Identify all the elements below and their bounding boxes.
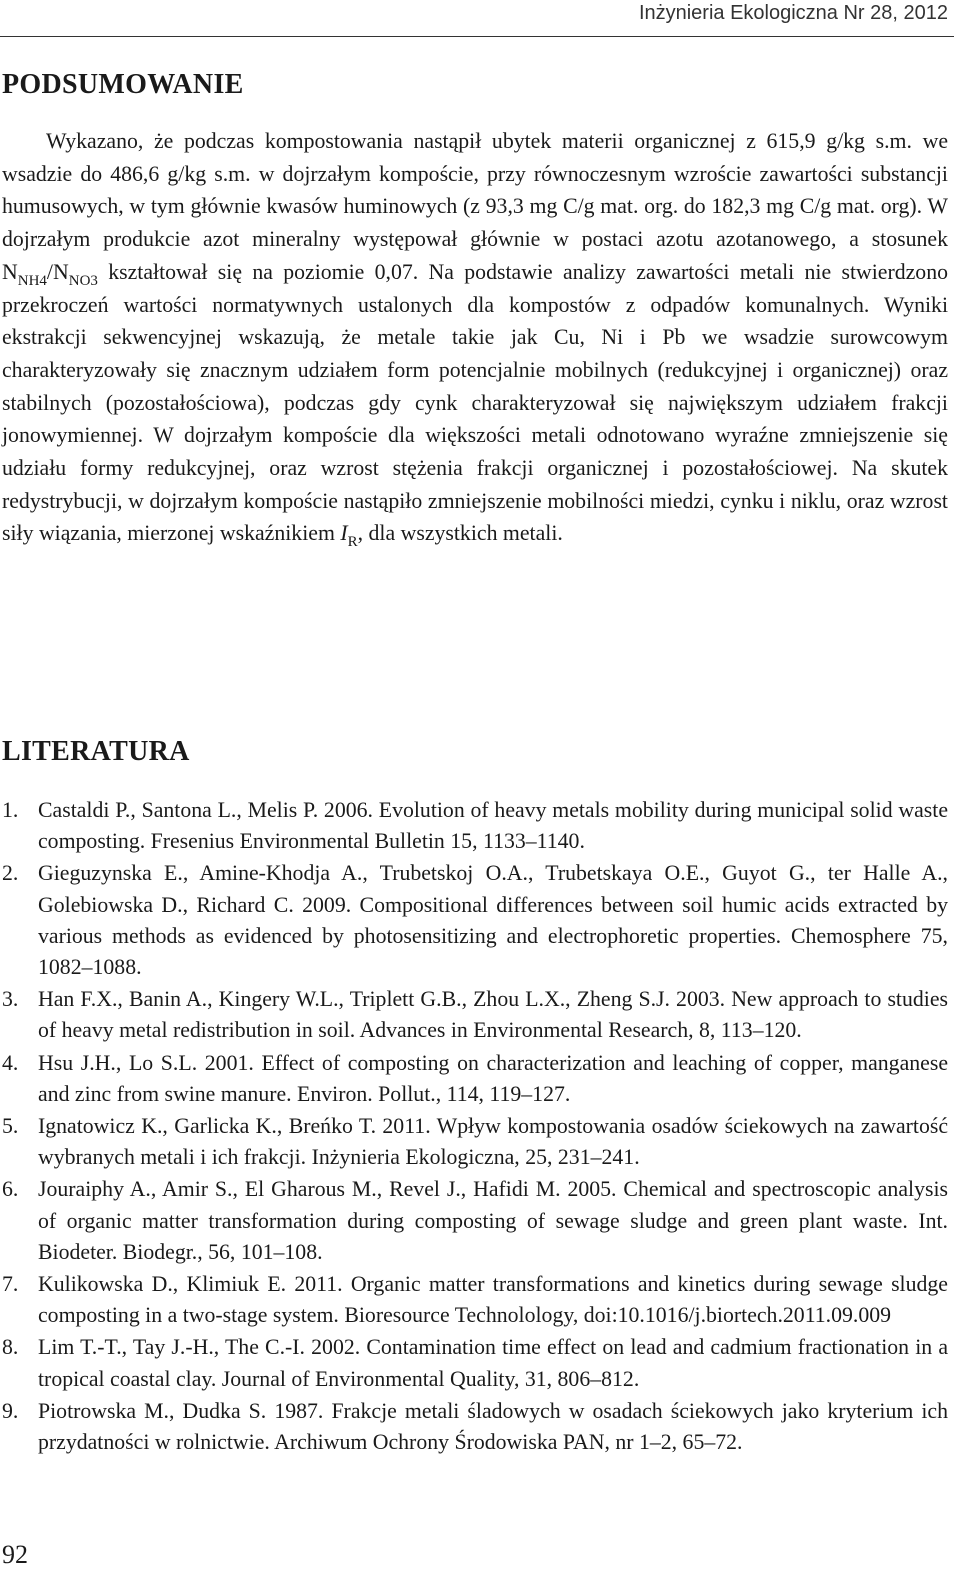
reference-item	[2, 1174, 948, 1268]
reference-item	[2, 1332, 948, 1394]
reference-item	[2, 1396, 948, 1458]
reference-item	[2, 858, 948, 983]
reference-text: Castaldi P., Santona L., Melis P. 2006. Evolution of heavy metals mobility during municipal solid waste composting. Fresenius Environmental Bulletin 15, 1133–1140.	[38, 798, 948, 854]
running-header: Inżynieria Ekologiczna Nr 28, 2012	[638, 2, 948, 24]
reference-number: 4.	[2, 1050, 19, 1075]
reference-number: 5.	[2, 1114, 19, 1139]
header-rule	[0, 36, 954, 37]
summary-text-part2: kształtował się na poziomie 0,07. Na podstawie analizy zawartości metali nie stwierdzono przekroczeń wartości normatywnych ustalonych dla kompostów z odpadów komunalnych. Wyniki ekstrakcji sekwencyjnej wskazują, że metale takie jak Cu, Ni i Pb we wsadzie surowcowym charakteryzowały się znacznym udziałem form potencjalnie mobilnych (redukcyjnej i organicznej) oraz stabilnych (pozostałościowa), podczas gdy cynk charakteryzował się największym udziałem frakcji jonowymiennej. W dojrzałym kompoście dla większości metali odnotowano wyraźne zmniejszenie się udziału formy redukcyjnej, oraz wzrost stężenia frakcji organicznej i pozostałościowej. Na skutek redystrybucji, w dojrzałym kompoście nastąpiło zmniejszenie mobilności miedzi, cynku i niklu, oraz wzrost siły wiązania, mierzonej wskaźnikiem	[2, 259, 948, 546]
reference-text: Ignatowicz K., Garlicka K., Breńko T. 2011. Wpływ kompostowania osadów ściekowych na zawartość wybranych metali i ich frakcji. Inżynieria Ekologiczna, 25, 231–241.	[38, 1114, 948, 1170]
reference-text: Gieguzynska E., Amine-Khodja A., Trubetskoj O.A., Trubetskaya O.E., Guyot G., ter Halle A., Golebiowska D., Richard C. 2009. Compositional differences between soil humic acids extracted by various methods as evidenced by photosensitizing and electrophoretic properties. Chemosphere 75, 1082–1088.	[38, 861, 948, 980]
reference-item	[2, 795, 948, 857]
reference-list	[2, 795, 948, 1459]
summary-paragraph	[2, 125, 948, 550]
reference-number: 1.	[2, 798, 19, 822]
reference-item	[2, 1269, 948, 1331]
reference-number: 7.	[2, 1272, 19, 1297]
reference-text: Jouraiphy A., Amir S., El Gharous M., Revel J., Hafidi M. 2005. Chemical and spectroscopic analysis of organic matter transformation during composting of sewage sludge and green plant waste. Int. Biodeter. Biodegr., 56, 101–108.	[38, 1177, 948, 1264]
reference-number: 9.	[2, 1398, 19, 1423]
reference-text: Lim T.-T., Tay J.-H., The C.-I. 2002. Contamination time effect on lead and cadmium fractionation in a tropical coastal clay. Journal of Environmental Quality, 31, 806–812.	[38, 1335, 948, 1391]
slash-n: /N	[46, 259, 69, 284]
reference-item	[2, 1111, 948, 1173]
reference-item	[2, 984, 948, 1046]
reference-item	[2, 1048, 948, 1110]
reference-text: Hsu J.H., Lo S.L. 2001. Effect of composting on characterization and leaching of copper, manganese and zinc from swine manure. Environ. Pollut., 114, 119–127.	[38, 1050, 948, 1106]
summary-text-part1: Wykazano, że podczas kompostowania nastąpił ubytek materii organicznej z 615,9 g/kg s.m. we wsadzie do 486,6 g/kg s.m. w dojrzałym kompoście, przy równoczesnym wzroście zawartości substancji humusowych, w tym głównie kwasów huminowych (z 93,3 mg C/g mat. org. do 182,3 mg C/g mat. org). W dojrzałym produkcie azot mineralny występował głównie w postaci azotu azotanowego, a stosunek	[2, 129, 948, 252]
summary-heading: PODSUMOWANIE	[2, 69, 244, 100]
no3-subscript: NO3	[68, 272, 98, 289]
reference-number: 2.	[2, 861, 19, 886]
reference-number: 6.	[2, 1177, 19, 1202]
reference-number: 3.	[2, 987, 19, 1012]
reference-number: 8.	[2, 1335, 19, 1360]
reference-text: Han F.X., Banin A., Kingery W.L., Triplett G.B., Zhou L.X., Zheng S.J. 2003. New approach to studies of heavy metal redistribution in soil. Advances in Environmental Research, 8, 113–120.	[38, 987, 948, 1043]
n-letter: N	[2, 259, 18, 284]
literature-heading: LITERATURA	[2, 736, 190, 767]
ir-subscript: R	[347, 534, 358, 551]
summary-text-part3: , dla wszystkich metali.	[357, 521, 563, 546]
reference-text: Kulikowska D., Klimiuk E. 2011. Organic matter transformations and kinetics during sewage sludge composting in a two-stage system. Bioresource Technolology, doi:10.1016/j.biortech.2011.09.009	[38, 1272, 948, 1328]
nh4-subscript: NH4	[17, 272, 47, 289]
ir-symbol: I	[340, 521, 348, 546]
page-number: 92	[2, 1540, 28, 1569]
reference-text: Piotrowska M., Dudka S. 1987. Frakcje metali śladowych w osadach ściekowych jako kryterium ich przydatności w rolnictwie. Archiwum Ochrony Środowiska PAN, nr 1–2, 65–72.	[38, 1398, 948, 1455]
